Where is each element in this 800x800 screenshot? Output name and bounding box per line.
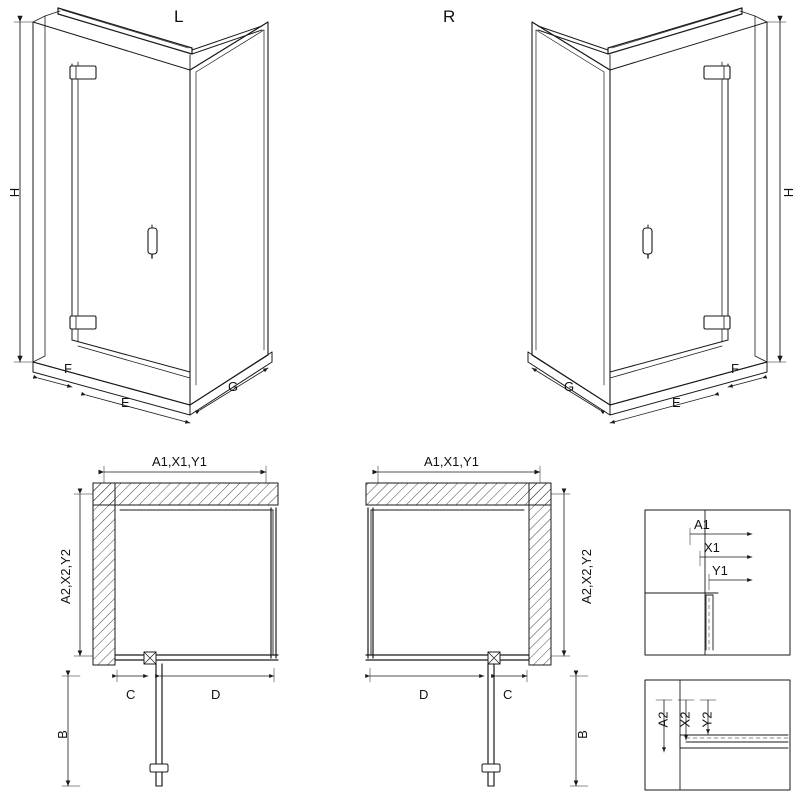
plan-view-right bbox=[366, 466, 588, 786]
dimension-label-h-right: H bbox=[781, 187, 797, 198]
detail-label-x1: X1 bbox=[704, 540, 720, 555]
iso-view-right bbox=[528, 8, 786, 423]
dimension-label-h-left: H bbox=[7, 187, 23, 198]
dimension-label-f-right: F bbox=[731, 361, 739, 376]
detail-view-top bbox=[645, 510, 790, 655]
view-label-right: R bbox=[443, 7, 456, 26]
dimension-label-f-left: F bbox=[64, 361, 72, 376]
dimension-label-e-left: E bbox=[121, 395, 130, 410]
plan-view-left bbox=[62, 466, 278, 786]
detail-label-x2: X2 bbox=[677, 711, 693, 728]
dimension-label-d-right: D bbox=[419, 687, 429, 702]
dimension-label-a2x2y2-left: A2,X2,Y2 bbox=[57, 549, 73, 604]
detail-view-bottom bbox=[645, 680, 790, 790]
dimension-label-c-left: C bbox=[126, 687, 136, 702]
dimension-label-g-left: G bbox=[228, 379, 239, 394]
dimension-label-b-right: B bbox=[574, 730, 590, 739]
dimension-label-g-right: G bbox=[564, 379, 575, 394]
dimension-label-d-left: D bbox=[211, 687, 221, 702]
detail-label-a2: A2 bbox=[655, 711, 671, 728]
detail-label-a1: A1 bbox=[694, 517, 710, 532]
dimension-label-a2x2y2-right: A2,X2,Y2 bbox=[578, 549, 594, 604]
dimension-label-b-left: B bbox=[54, 730, 70, 739]
detail-label-y1: Y1 bbox=[712, 563, 728, 578]
dimension-label-c-right: C bbox=[503, 687, 513, 702]
view-label-left: L bbox=[174, 7, 184, 26]
dimension-label-e-right: E bbox=[672, 395, 681, 410]
dimension-label-a1x1y1-right: A1,X1,Y1 bbox=[424, 454, 479, 469]
dimension-label-a1x1y1-left: A1,X1,Y1 bbox=[152, 454, 207, 469]
iso-view-left bbox=[14, 8, 272, 423]
detail-label-y2: Y2 bbox=[699, 711, 715, 728]
